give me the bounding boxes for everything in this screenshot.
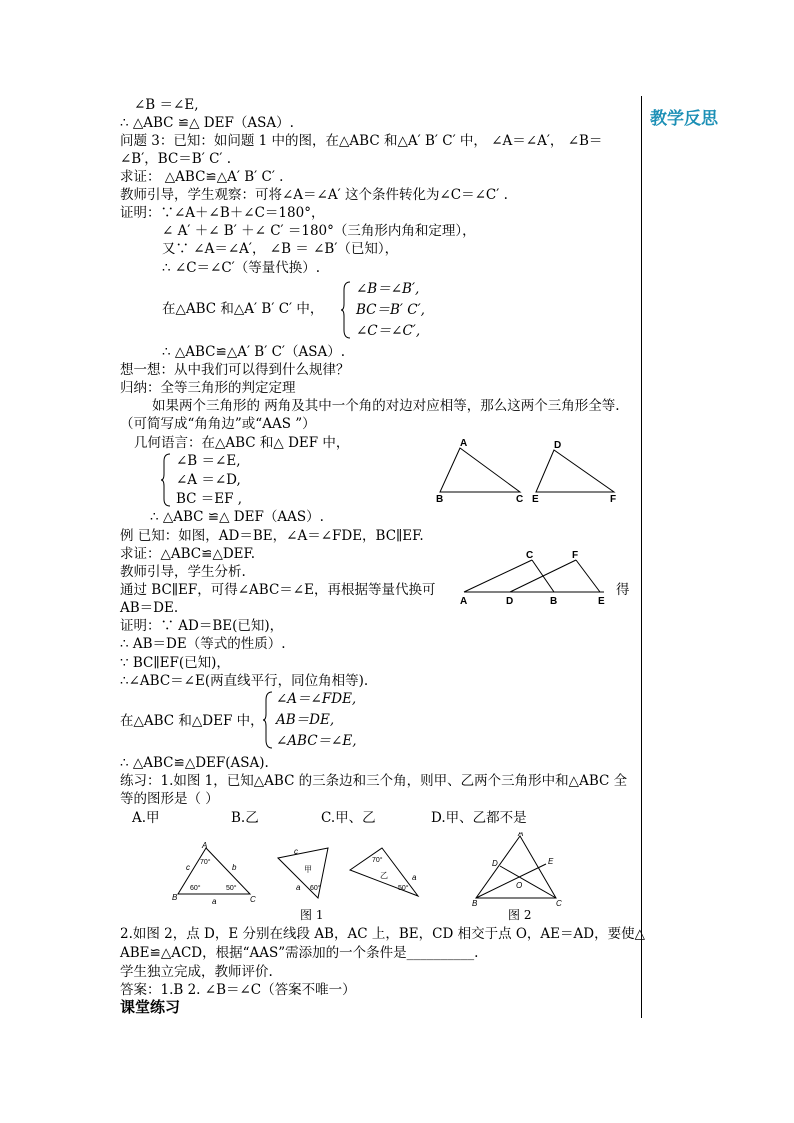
svg-text:F: F — [572, 550, 579, 561]
brace-line: BC＝B′ C′, — [356, 302, 425, 318]
text-line: 如果两个三角形的 两角及其中一个角的对边对应相等，那么这两个三角形全等. — [152, 398, 620, 414]
figure-1 — [168, 840, 428, 906]
brace-line: ∠A＝∠FDE, — [276, 691, 357, 707]
brace-line: ∠A ＝∠D, — [176, 472, 241, 488]
svg-text:B: B — [472, 899, 478, 908]
svg-text:D: D — [492, 859, 498, 868]
text-line: 教师引导，学生分析. — [120, 564, 246, 580]
text-line: 等的图形是（ ） — [120, 791, 219, 807]
svg-text:D: D — [506, 596, 514, 606]
svg-text:b: b — [232, 863, 237, 872]
section-title: 课堂练习 — [120, 998, 181, 1016]
option-a: A.甲 — [132, 810, 160, 826]
svg-text:O: O — [516, 881, 523, 890]
svg-text:70°: 70° — [200, 859, 211, 866]
svg-text:a: a — [212, 897, 217, 906]
example-figure — [456, 546, 616, 606]
svg-text:50°: 50° — [398, 885, 409, 892]
text-line: 在△ABC 和△DEF 中， — [120, 713, 264, 729]
text-line: ∴∠ABC＝∠E(两直线平行，同位角相等). — [120, 673, 369, 689]
text-line: 教师引导，学生观察：可将∠A＝∠A′ 这个条件转化为∠C＝∠C′ . — [120, 187, 508, 203]
svg-text:A: A — [460, 596, 468, 606]
text-line: 例 已知：如图，AD＝BE，∠A＝∠FDE，BC∥EF. — [120, 528, 424, 544]
svg-text:C: C — [556, 899, 562, 908]
option-b: B.乙 — [231, 810, 259, 826]
text-line: （可简写成“角角边”或“AAS ”） — [120, 416, 316, 432]
text-line: ∠B′，BC＝B′ C′ . — [120, 151, 232, 167]
svg-text:D: D — [554, 440, 562, 451]
text-line: 几何语言：在△ABC 和△ DEF 中， — [134, 435, 350, 451]
svg-text:A: A — [202, 841, 208, 850]
option-c: C.甲、乙 — [321, 810, 376, 826]
text-line: 证明：∵ AD＝BE(已知)， — [120, 618, 284, 634]
left-brace — [160, 452, 172, 508]
svg-text:F: F — [610, 494, 617, 504]
svg-text:C: C — [526, 550, 534, 561]
svg-text:乙: 乙 — [380, 871, 388, 880]
text-line: ∴ △ABC ≌△ DEF（AAS）. — [150, 509, 324, 525]
text-line: 又∵ ∠A＝∠A′， ∠B ＝ ∠B′（已知）， — [162, 241, 399, 257]
reflection-title: 教学反思 — [650, 109, 718, 129]
text-line: 问题 3：已知：如问题 1 中的图，在△ABC 和△A′ B′ C′ 中， ∠A＝∠A′， ∠B＝ — [120, 133, 603, 149]
svg-text:B: B — [550, 596, 558, 606]
brace-line: ∠B ＝∠E, — [176, 453, 241, 469]
text-line: 学生独立完成，教师评价. — [120, 964, 273, 980]
text-line: AB＝DE. — [120, 600, 179, 616]
brace-line: AB＝DE, — [276, 712, 335, 728]
svg-text:c: c — [294, 847, 298, 856]
text-line: ∴ △ABC ≌△ DEF（ASA）. — [120, 115, 294, 131]
text-line: ∠ A′ ＋∠ B′ ＋∠ C′ ＝180°（三角形内角和定理）， — [162, 223, 476, 239]
figure-2 — [466, 832, 566, 908]
svg-text:E: E — [548, 857, 554, 866]
figure-1-caption: 图 1 — [300, 908, 324, 922]
brace-line: ∠ABC＝∠E, — [276, 733, 357, 749]
text-line: 2.如图 2，点 D，E 分别在线段 AB，AC 上，BE，CD 相交于点 O，AE＝AD，要使△ — [120, 926, 645, 942]
text-line: 想一想：从中我们可以得到什么规律？ — [120, 362, 350, 378]
svg-text:B: B — [172, 893, 178, 902]
margin-divider — [641, 96, 642, 1018]
option-d: D.甲、乙都不是 — [431, 810, 527, 826]
svg-text:E: E — [598, 596, 605, 606]
text-line: ∵ BC∥EF(已知)， — [120, 655, 230, 671]
svg-text:甲: 甲 — [304, 865, 312, 874]
svg-text:60°: 60° — [310, 885, 321, 892]
svg-text:70°: 70° — [372, 857, 383, 864]
text-line: ∴ △ABC≌△DEF(ASA). — [120, 755, 269, 771]
triangles-abc-def — [430, 436, 630, 504]
text-line: 答案：1.B 2. ∠B＝∠C（答案不唯一） — [120, 982, 356, 998]
brace-line: ∠C＝∠C′, — [356, 323, 421, 339]
text-line: 在△ABC 和△A′ B′ C′ 中， — [162, 301, 324, 317]
svg-text:c: c — [186, 863, 190, 872]
brace-line: ∠B＝∠B′, — [356, 281, 420, 297]
svg-text:50°: 50° — [226, 885, 237, 892]
text-line: 求证： △ABC≌△A′ B′ C′ . — [120, 169, 284, 185]
text-line: 求证：△ABC≌△DEF. — [120, 546, 256, 562]
text-line: ∴ △ABC≌△A′ B′ C′（ASA）. — [162, 344, 346, 360]
text-line: ABE≌△ACD，根据“AAS”需添加的一个条件是__________. — [120, 945, 479, 961]
svg-text:B: B — [436, 494, 444, 504]
svg-text:a: a — [296, 883, 301, 892]
text-line: 得 — [616, 582, 630, 598]
left-brace — [262, 690, 274, 750]
svg-text:a: a — [412, 873, 417, 882]
brace-line: BC ＝EF , — [176, 491, 243, 507]
text-line: 练习：1.如图 1，已知△ABC 的三条边和三个角，则甲、乙两个三角形中和△ABC 全 — [120, 773, 628, 789]
text-line: 通过 BC∥EF，可得∠ABC＝∠E，再根据等量代换可 — [120, 582, 436, 598]
text-line: ∴ ∠C＝∠C′（等量代换）. — [162, 260, 321, 276]
svg-text:C: C — [516, 494, 524, 504]
left-brace — [340, 280, 352, 340]
figure-2-caption: 图 2 — [508, 908, 532, 922]
text-line: ∴ AB＝DE（等式的性质）. — [120, 636, 286, 652]
svg-text:60°: 60° — [190, 885, 201, 892]
text-line: 归纳：全等三角形的判定定理 — [120, 380, 296, 396]
svg-text:A: A — [518, 832, 524, 838]
svg-text:C: C — [250, 895, 256, 904]
svg-text:A: A — [460, 438, 468, 449]
svg-text:E: E — [532, 494, 539, 504]
text-line: 证明：∵∠A＋∠B＋∠C＝180°， — [120, 205, 325, 221]
text-line: ∠B ＝∠E, — [134, 97, 199, 113]
